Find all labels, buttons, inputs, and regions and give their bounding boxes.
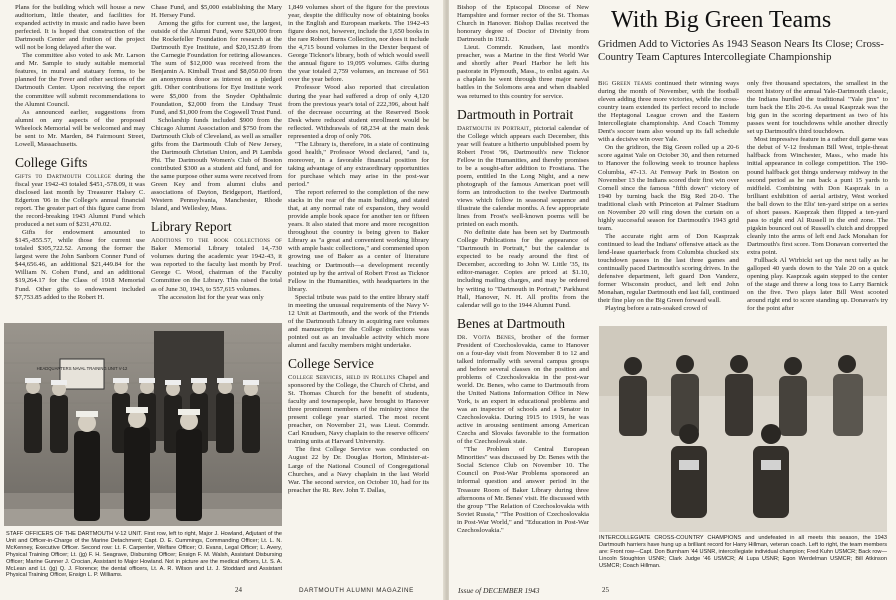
- paragraph: Fullback Al Wirbicki set up the next tally as he galloped 40 yards down to the Yale 20 on a quick opening play. Kasprzak again stepped to the center of the stage and threw a long toss to Larry Barnick on the five. Two plays later Bill West scooted around right end to score standing up. Donavan's try for the point after: [747, 257, 888, 313]
- left-page: [0, 0, 446, 600]
- right-column-3: [747, 80, 888, 320]
- paragraph: 1,849 volumes short of the figure for the previous year, despite the difficulty now of obtaining books in the English and European markets. The 1942-43 figure does not, however, include the 1,650 books in the rare Robert Burns Collection, nor does it include the 4,715 bound volumes in the Dexter bequest of George Ticknor's library, both of which would swell the annual figure to 19,095 volumes. Gifts during the year totaled 2,759 volumes, an increase of 561 over the year before.: [288, 4, 429, 84]
- staff-officers-photo: [4, 323, 282, 526]
- paragraph: Playing before a rain-soaked crowd of: [605, 305, 708, 313]
- paragraph: Baker Memorial Library totaled 14,-730 volumes during the academic year 1942-43, it was reported to the faculty last month by Prof. George C. Wood, chairman of the Faculty Committee on the Library. This raised the total as of June 30, 1943, to 557,615 volumes.: [151, 245, 282, 293]
- paragraph: only five thousand spectators, the smallest in the recent history of the annual Yale-Dartmouth classic, the Indians hurdled the traditional "Yale jinx" to turn back the Elis 20-6. As usual Kasprzak was the big gun in the scoring department as two of his passes went for touchdowns while another directly set up Dartmouth's third touchdown.: [747, 80, 888, 136]
- section-heading-dartmouth-in-portrait: Dartmouth in Portrait: [457, 106, 574, 122]
- paragraph: As announced earlier, suggestions from alumni on any aspects of the proposed Wheelock Memorial will be welcomed and may be sent to Mr. Marden, 84 Fairmount Street, Lowell, Massachusetts.: [15, 108, 145, 148]
- left-column-2: [151, 4, 282, 322]
- right-column-2: [598, 80, 739, 320]
- cross-country-team-photo: [599, 326, 887, 532]
- paragraph: Lieut. Commdr. Knudsen, last month's preacher, was a Marine in the first World War and shortly after Pearl Harbor he left his pastorate in Plymouth, Mass., to enlist again. As a chaplain he went through three major naval battles in the Solomons area and when disabled was returned to this country for service.: [457, 44, 589, 100]
- lead-in: Gifts to Dartmouth College: [15, 172, 112, 180]
- paragraph: Gifts for endowment amounted to $145,-855.57, while those for current use totaled $305,722.52. Among the former the largest were the John Sanborn Conner Fund of $44,656.46, an additional $21,449.84 for the William N. Cohen Fund, and an additional $19,264.17 for the Class of 1918 Memorial Fund. Other gifts to endowment included $7,753.85 added to the Robert H.: [15, 229, 145, 301]
- paragraph: brother of the former President of Czechoslovakia, came to Hanover on a four-day visit from November 8 to 12 and talked informally with several campus groups and before several classes on the position and problems of Czechoslovakia in the post-war world. Dr. Benes, who came to Dartmouth from the United Nations Information Office in New York, is an expert in educational problems and was an inspector of schools and a Senator in Czechoslovakia. During 1915 to 1919, he was active in arousing sentiment among American Czechs and Slovaks favorable to the formation of the Czechoslovak state.: [457, 333, 589, 446]
- right-column-1: [457, 4, 589, 572]
- paragraph: The first College Service was conducted on August 22 by Dr. Douglas Horton, Minister-at-Large of the National Council of Congregational Churches, and a Navy chaplain in the last World War. The second service, on October 10, had for its preacher the Rt. Rev. John T. Dallas,: [288, 446, 429, 494]
- photo-sign-text: HEADQUARTERS NAVAL TRAINING UNIT V-12: [36, 366, 128, 371]
- issue-line: Issue of DECEMBER 1943: [458, 586, 540, 595]
- section-heading-library-report: Library Report: [151, 219, 232, 235]
- article-title: With Big Green Teams: [611, 7, 832, 33]
- article-subtitle: Gridmen Add to Victories As 1943 Season Nears Its Close; Cross-Country Team Captures Intercollegiate Championship: [598, 38, 884, 63]
- paragraph: Special tribute was paid to the entire library staff in meeting the unusual requirements of the Navy V-12 Unit at Dartmouth, and the work of the Friends of the Dartmouth Library in acquiring rare volumes and manuscripts for the College collections was pointed out as an invaluable activity which more alumni and faculty members might undertake.: [288, 293, 429, 349]
- paragraph: "The Problem of Central European Minorities" was discussed by Dr. Benes with the Social Science Club on November 10. The Council on Post-War Problems sponsored an informal question and answer period in the Treasure Room of Baker Library during three afternoons of Mr. Benes' visit. He discussed with the group "The Relation of Czechoslovakia with Soviet Russia," "The Position of Czechoslovakia in Post-War World," and "Education in Post-War Czechoslovakia.": [457, 446, 589, 534]
- staff-officers-photo-illustration: [4, 323, 282, 526]
- section-heading-college-service: College Service: [288, 356, 374, 372]
- paragraph: during the fiscal year 1942-43 totaled $451,-578.09, it was disclosed last month by Treasurer Halsey C. Edgerton '06 in the College's annual financial report. The greater part of this figure came from the record-breaking 1943 Alumni Fund which produced a net sum of $231,470.02.: [15, 172, 145, 229]
- paragraph: Bishop of the Episcopal Diocese of New Hampshire and former rector of the St. Thomas Church in Hanover. Bishop Dallas received the honorary degree of Doctor of Divinity from Dartmouth in 1921.: [457, 4, 589, 44]
- staff-photo-caption: STAFF OFFICERS OF THE DARTMOUTH V-12 UNIT. First row, left to right, Major J. Howland, Adjutant of the Unit and Officer-in-Charge of the Marine Detachment; Capt. D. E. Cummings, Commanding Officer; Lt. L. N. McKenney, Executive Officer. Second row: Lt. F. Carpenter, Welfare Officer; O. Evans, Legal Officer; L. Avery, Physical Training Officer; Lt. (jg) F. H. Seagrave, Disbursing Officer; Ensign F. M. Walsh, Assistant Disbursing Officer; Marine Gunner J. Crocian, Assistant to Major Howland. Not in picture are the medical officers, Lt. S. A. McLean and Lt. (jg) Q. J. Florence; the dental officers, Lt. A. R. Wilson and Lt. J. Stoddard and Assistant Physical Training Officer, Ensign L. P. Williams.: [6, 531, 282, 579]
- paragraph: The committee also voted to ask Mr. Larson and Mr. Sample to study suitable memorial features, in mural and statuary forms, to be planned for the Fover and other sections of the Dartmouth Center. Upon receiving the report the committee will submit recommendations to the Alumni Council.: [15, 52, 145, 108]
- paragraph: The accession list for the year was only: [158, 293, 264, 301]
- paragraph: "The Library is, therefore, in a state of continuing good health," Professor Wood declared, "and is, moreover, in a favorable financial position for taking advantage of any extraordinary opportunities for purchase which may arise in the post-war period.": [288, 140, 429, 189]
- left-column-1: [15, 4, 145, 322]
- page-number-left: 24: [235, 586, 242, 594]
- paragraph: Among the gifts for current use, the largest, outside of the Alumni Fund, were $20,000 from the Rockefeller Foundation for research at the Dartmouth Eye Institute, and $20,152.89 from the Carnegie Foundation for retiring allowances. The sum of $12,000 was received from the Benjamin A. Kimball Trust and $8,050.00 from an anonymous donor as interest on a pledged gift. Other contributions for Eye Institute work were $5,000 from the Snyder Ophthalmic Foundation, $2,000 from the Lindsay Trust Fund, and $1,000 from the Cogswell Trust Fund.: [151, 20, 282, 116]
- cross-country-caption: INTERCOLLEGIATE CROSS-COUNTRY CHAMPIONS and undefeated in all meets this season, the 1943 Dartmouth harriers have hung up a brilliant record for Harry Hillman, veteran coach. Left to right, the team members are: Front row—Capt. Don Burnham '44 USNR, intercollegiate individual champion; Fred Kuhn USMCR; Back row—Lincoln Stoughton USNR; Clark Judge '46 USMCR; Al Lupa USNR; Egon Werdelman USMCR; Bill Atkinson USMCR; Coach Hillman.: [599, 535, 887, 569]
- paragraph: No definite date has been set by Dartmouth College Publications for the appearance of "Dartmouth in Portrait," but the calendar is expected to be ready around the first of December, according to John W. Little '35, its editor-manager. Copies are priced at $1.10, including mailing charges, and may be ordered by writing to "Dartmouth in Portrait," Parkhurst Hall, Hanover, N. H. All profits from the calendar will go to the 1944 Alumni Fund.: [457, 229, 589, 309]
- paragraph: Most impressive feature in a rather dull game was the debut of V-12 freshman Bill West, triple-threat halfback from Winchester, Mass., who made his initial appearance in college competition. The 190-pound halfback got things underway midway in the second period as he ran back a punt 15 yards to midfield. Combining with Don Kasprzak in a brilliant exhibition of aerial artistry, West worked the ball down to the Elis' ten-yard stripe on a series of short passes. Kasprzak then flipped a ten-yard pass to right end Al Russell in the end zone. The pigskin bounced out of Russell's clutch and dropped cleanly into the arms of left end Jack Monahan for Dartmouth's first score. Tom Donavan converted the extra point.: [747, 136, 888, 256]
- right-page: [449, 0, 896, 600]
- lead-in: Big Green teams: [598, 80, 652, 87]
- paragraph: Professor Wood also reported that circulation during the year had suffered a drop of only 4,120 from the previous year's total of 222,396, about half of the decrease occurring at the Reserved Book Desk where reduced student enrollment would be reflected. Withdrawals of 68,234 at the main desk represented a drop of only 706.: [288, 84, 429, 140]
- paragraph: The report referred to the completion of the new stacks in the rear of the main building, and stated that, at any normal rate of expansion, they would provide ample book space for another ten or fifteen years. It also stated that more and more recognition throughout the country is being given to Baker Library as "a great and convenient working library with ample basic collections," and commented upon growing use of Baker as a center of literature teaching or Dartmouth—a development recently pointed up by the arrival of Robert Frost as Ticknor Fellow in the Humanities, with headquarters in the library.: [288, 189, 429, 293]
- paragraph: continued their winning ways during the month of November, with the football eleven adding three more victories, while the cross-country team extended its perfect record to include the Heptagonal League crown and the Eastern Intercollegiate championship. And Coach Tommy Dent's soccer team also wound up its fall schedule with a decisive win over Yale.: [598, 80, 739, 144]
- paragraph: pictorial calendar of the College which appears each December, this year will feature a hitherto unpublished poem by Robert Frost '96, Dartmouth's new Ticknor Fellow in the Humanities, and thereby promises to be a sought-after addition to Frostiana. The poem, entitled In the Long Night, and a new photograph of the famous American poet will form an introduction to the twelve Dartmouth views which follow in seasonal sequence and illustrate the calendar months. A few appropriate lines from Frost's well-known poems will be printed on each month.: [457, 124, 589, 229]
- paragraph: Scholarship funds included $900 from the Chicago Alumni Association and $750 from the Dartmouth Club of Cleveland, as well as smaller gifts from the Dartmouth Club of New Jersey, the Dartmouth Christian Union, and Pi Lambda Phi. The Dartmouth Women's Club of Boston contributed $300 as a student aid fund, and for the same purpose other sums were received from Green Key and from alumni clubs and associations of Dayton, Bridgeport, Hartford, Western Pennsylvania, Manchester, Rhode Island, and Wellesley, Mass.: [151, 116, 282, 213]
- magazine-name: DARTMOUTH ALUMNI MAGAZINE: [299, 587, 414, 594]
- lead-in: Dr. Vojta Benes,: [457, 333, 517, 341]
- section-heading-benes-at-dartmouth: Benes at Dartmouth: [457, 315, 565, 331]
- lead-in: Dartmouth in Portrait,: [457, 124, 532, 132]
- section-heading-college-gifts: College Gifts: [15, 154, 88, 170]
- paragraph: The accurate right arm of Don Kasprzak continued to lead the Indians' offensive attack as the lend-lease quarterback from Columbia chucked six touchdown passes in the last three games and continually paced Dartmouth's scoring drives. In the defensive department, left guard Don Vanderz, former Wisconsin product, and left end John Monahan, regular Dartmouth end last fall, continued their fine play on the Big Green forward wall.: [598, 232, 739, 305]
- page-number-right: 25: [602, 586, 609, 594]
- paragraph: On the gridiron, the Big Green rolled up a 20-6 score against Yale on October 30, and then returned to Hanover the following week to trounce hapless Columbia, 47-13. At Fenway Park in Boston on November 13 the Indians scored their first win over Cornell since the famous "fifth down" victory of 1940 by turning back the Big Red 20-0. The traditional clash with Princeton at Palmer Stadium on November 20 will ring down the curtain on a highly successful season for Dartmouth's 1943 grid team.: [598, 144, 739, 232]
- lead-in: Additions to the book collections of: [151, 237, 282, 245]
- lead-in: College Services, held in Rollins: [288, 374, 396, 382]
- paragraph: Chapel and sponsored by the College, the Church of Christ, and St. Thomas Church for the benefit of students, faculty and townspeople, have brought to Hanover three prominent members of the ministry since the present college year started. The most recent preacher, on November 21, was Lieut. Commdr. Carl Knudsen, Navy chaplain to the reserve officers' training units at Harvard University.: [288, 374, 429, 446]
- paragraph: Chase Fund, and $5,000 establishing the Mary H. Hersey Fund.: [151, 4, 282, 20]
- cross-country-team-photo-illustration: [599, 326, 887, 532]
- paragraph: Plans for the building which will house a new auditorium, little theater, and facilities for expanded activity in music and radio have been perfected. It is hoped that construction of the Dartmouth Center and fruition of the project will not be long delayed after the war.: [15, 4, 145, 52]
- left-column-3: [288, 4, 429, 572]
